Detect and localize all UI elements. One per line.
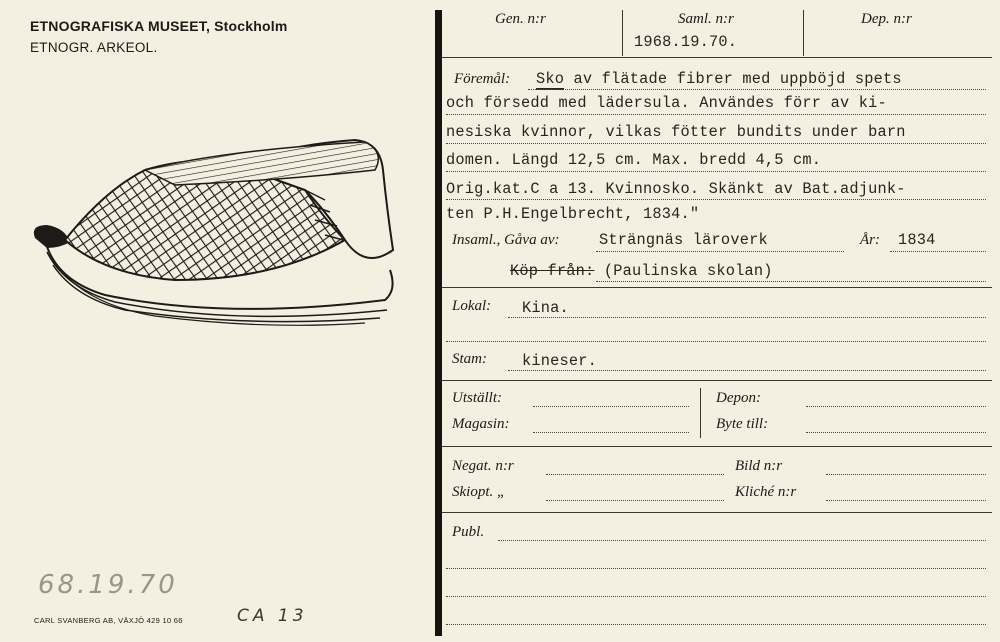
saml-nr-label: Saml. n:r: [678, 11, 734, 27]
foremal-line-1: och försedd med lädersula. Användes förr av ki-: [446, 94, 887, 112]
foremal-line-3: domen. Längd 12,5 cm. Max. bredd 4,5 cm.: [446, 151, 822, 169]
depon-label: Depon:: [716, 390, 761, 406]
column-separator: [700, 388, 701, 438]
museum-city: Stockholm: [214, 18, 288, 34]
handwritten-catalog-number: 68.19.70: [38, 570, 178, 600]
stam-value: kineser.: [522, 352, 598, 370]
row-divider: [442, 446, 992, 447]
byte-till-label: Byte till:: [716, 416, 769, 432]
foremal-line-5: ten P.H.Engelbrecht, 1834.": [446, 205, 700, 223]
embroidered-shoe-drawing-icon: [25, 130, 405, 330]
kop-value: (Paulinska skolan): [603, 262, 773, 280]
foremal-label: Föremål:: [454, 71, 511, 87]
utstallt-label: Utställt:: [452, 390, 503, 406]
ar-label: År:: [860, 232, 880, 248]
magasin-label: Magasin:: [452, 416, 510, 432]
publ-label: Publ.: [452, 524, 485, 540]
insaml-label: Insaml., Gåva av:: [452, 232, 560, 248]
kliche-label: Kliché n:r: [735, 484, 797, 500]
kop-label: Köp från: (Paulinska skolan): [510, 262, 773, 280]
lokal-label: Lokal:: [452, 298, 492, 314]
card-divider: [435, 10, 442, 636]
lokal-value: Kina.: [522, 299, 569, 317]
handwritten-code: CA 13: [237, 606, 308, 626]
row-divider: [442, 380, 992, 381]
row-divider: [442, 512, 992, 513]
row-divider: [442, 287, 992, 288]
foremal-line-4: Orig.kat.C a 13. Kvinnosko. Skänkt av Bat.adjunk-: [446, 180, 906, 198]
foremal-first-word: Sko: [536, 70, 565, 88]
ar-value: 1834: [898, 231, 936, 249]
row-divider: [442, 57, 992, 58]
museum-name: [30, 18, 288, 34]
department-label: ETNOGR. ARKEOL.: [30, 40, 158, 55]
foremal-line-0: Sko av flätade fibrer med uppböjd spets: [536, 70, 902, 88]
skiopt-label: Skiopt. „: [452, 484, 506, 500]
column-separator: [803, 10, 804, 56]
museum-title: ETNOGRAFISKA MUSEET,: [30, 18, 211, 34]
dep-nr-label: Dep. n:r: [861, 11, 912, 27]
gen-nr-label: Gen. n:r: [495, 11, 546, 27]
bild-label: Bild n:r: [735, 458, 783, 474]
saml-nr-value: 1968.19.70.: [634, 33, 738, 51]
printer-imprint: CARL SVANBERG AB, VÄXJÖ 429 10 66: [34, 616, 183, 625]
negat-label: Negat. n:r: [452, 458, 514, 474]
insaml-value: Strängnäs läroverk: [599, 231, 768, 249]
foremal-line-2: nesiska kvinnor, vilkas fötter bundits under barn: [446, 123, 906, 141]
column-separator: [622, 10, 623, 56]
stam-label: Stam:: [452, 351, 487, 367]
